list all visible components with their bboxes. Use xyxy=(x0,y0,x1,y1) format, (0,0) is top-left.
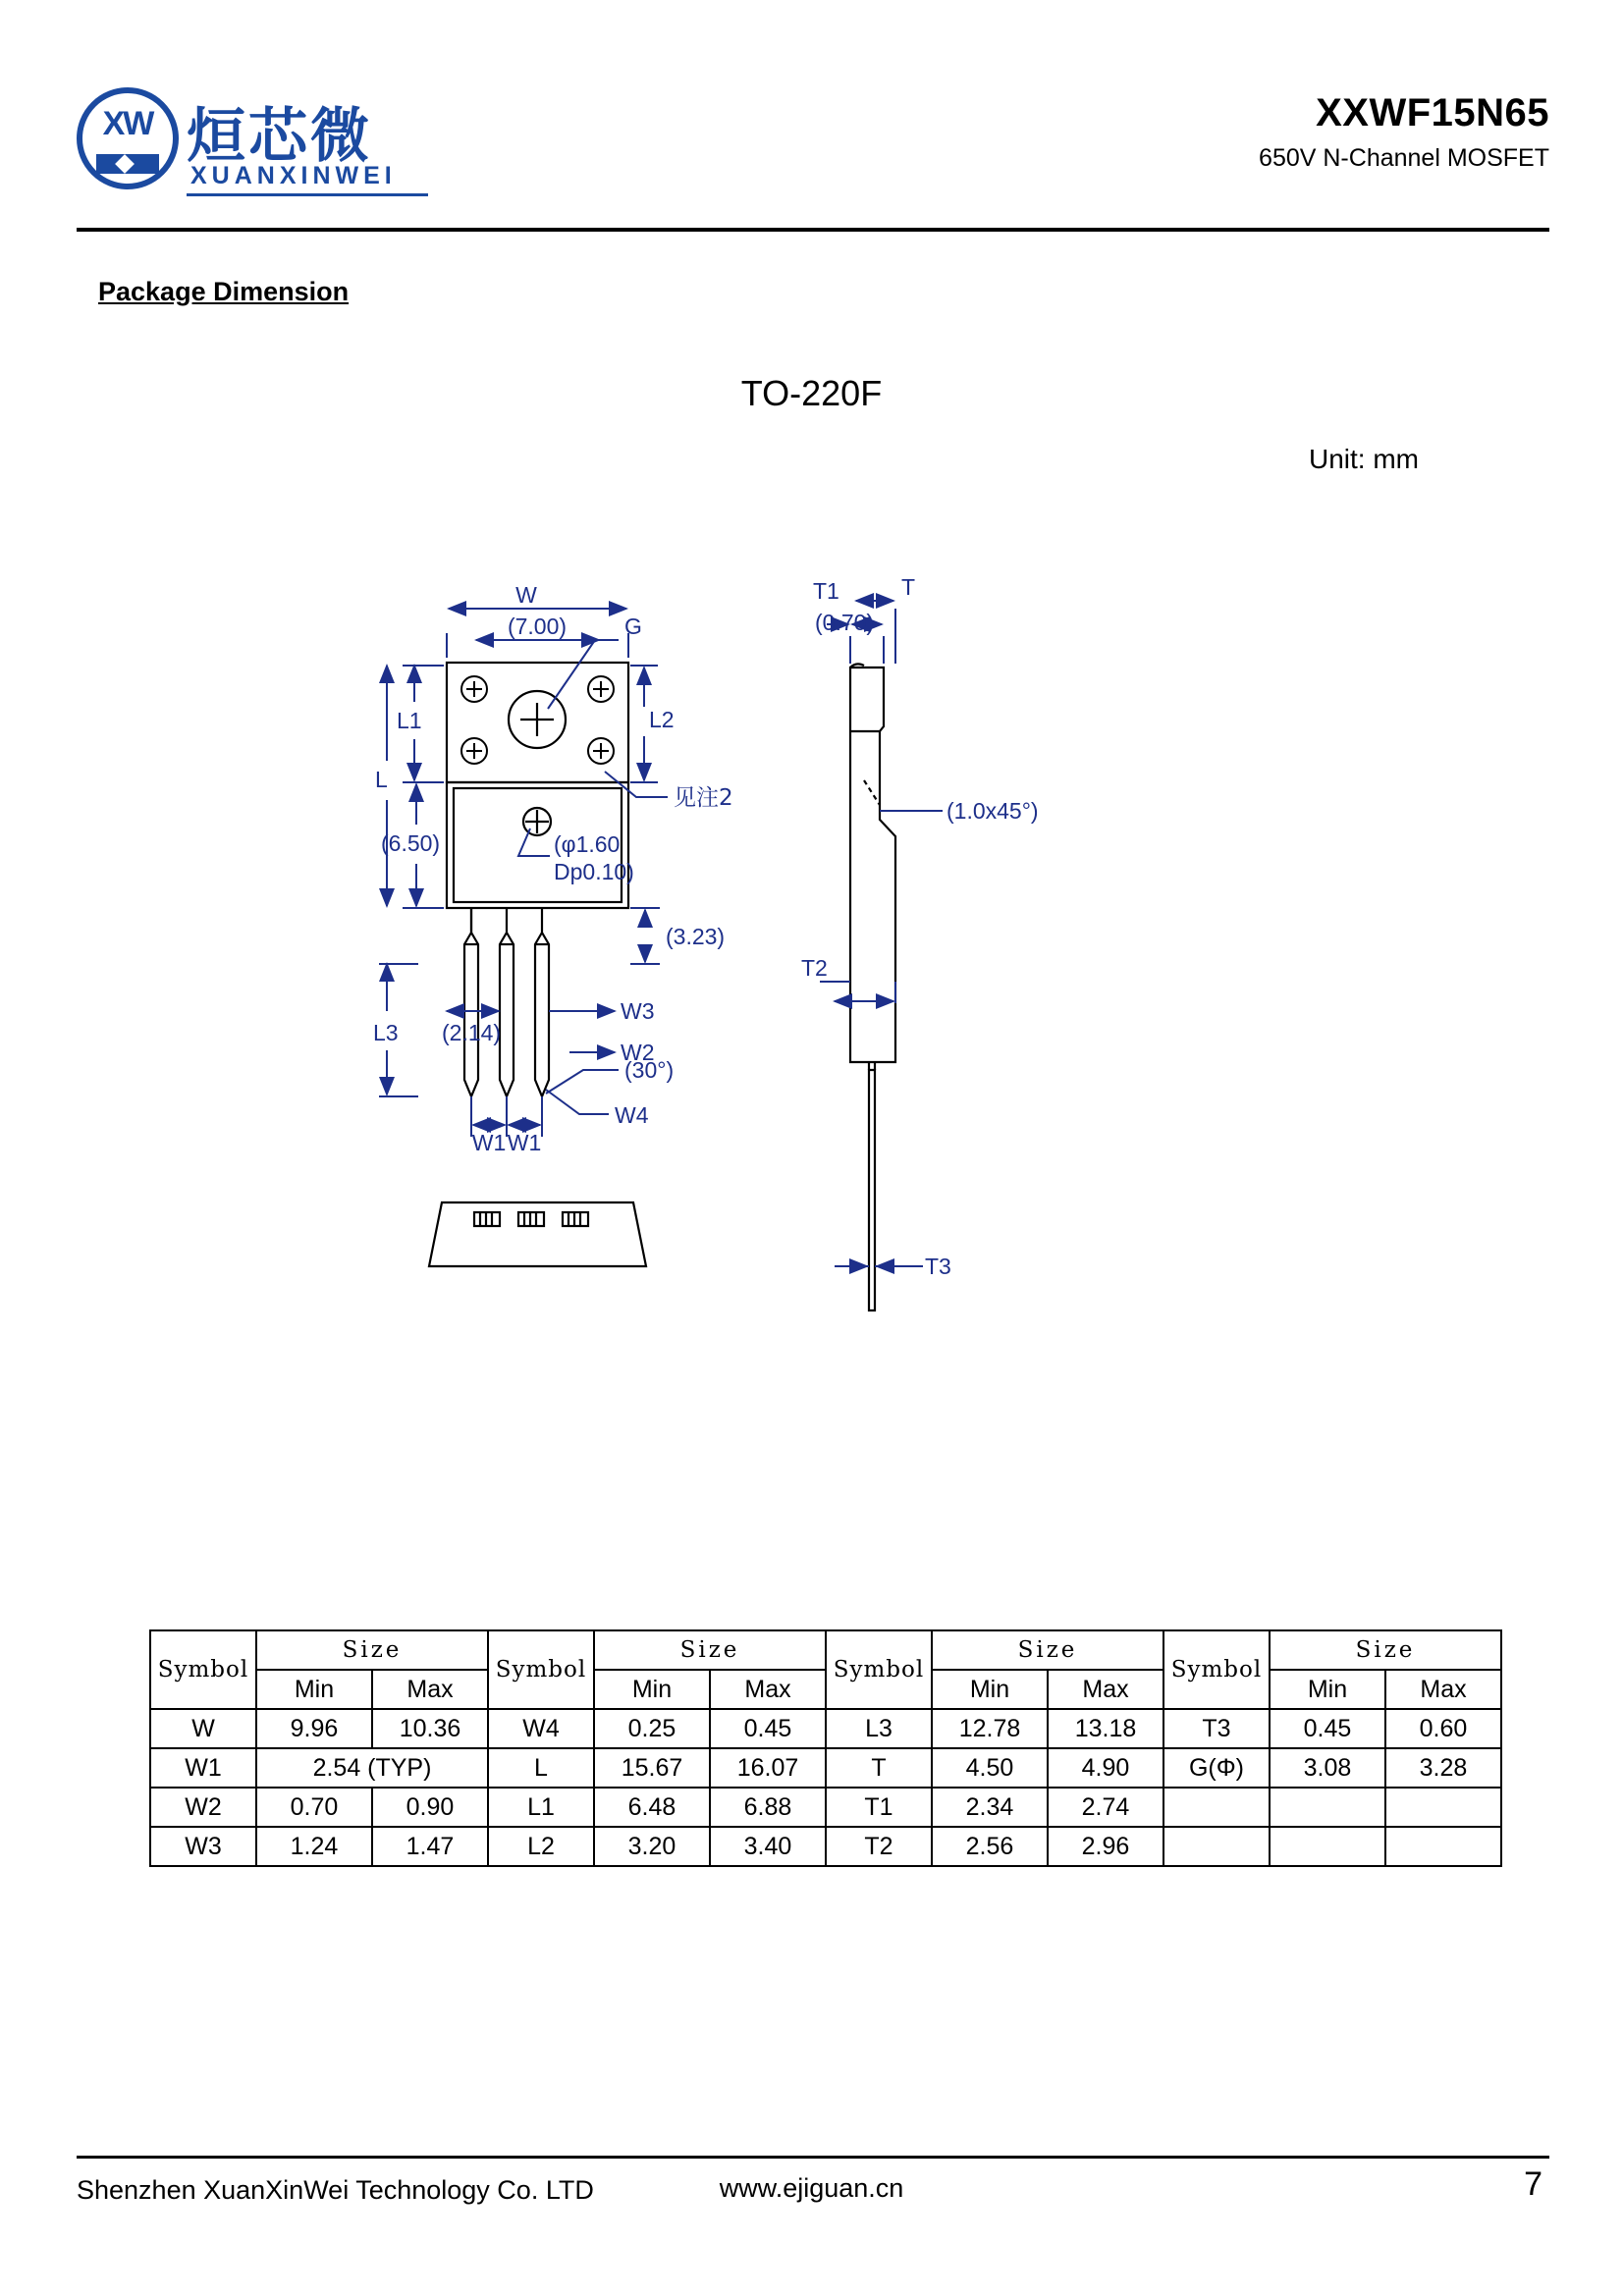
cell-max: 4.90 xyxy=(1048,1748,1163,1788)
cell-min: 3.08 xyxy=(1270,1748,1385,1788)
label-pin-pitch: (3.23) xyxy=(666,924,726,949)
cell-symbol: T1 xyxy=(826,1788,932,1827)
label-chamfer: (1.0x45°) xyxy=(947,798,1039,824)
cell-symbol: T3 xyxy=(1163,1709,1270,1748)
cell-min: 0.45 xyxy=(1270,1709,1385,1748)
cell-min: 15.67 xyxy=(594,1748,710,1788)
header-max-3: Max xyxy=(1048,1670,1163,1709)
footer-website: www.ejiguan.cn xyxy=(719,2173,904,2203)
unit-note: Unit: mm xyxy=(1309,444,1419,474)
header-symbol-3: Symbol xyxy=(826,1630,932,1709)
cell-min: 0.25 xyxy=(594,1709,710,1748)
table-row xyxy=(150,1748,1501,1788)
table-header-row-1 xyxy=(150,1630,1501,1670)
cell-symbol: L1 xyxy=(488,1788,594,1827)
footer-company: Shenzhen XuanXinWei Technology Co. LTD xyxy=(77,2175,594,2205)
cell-max: 0.90 xyxy=(372,1788,488,1827)
page-header xyxy=(77,83,1549,216)
cell-min: 6.48 xyxy=(594,1788,710,1827)
cell-max: 6.88 xyxy=(710,1788,826,1827)
footer-divider xyxy=(77,2156,1549,2159)
cell-symbol: L2 xyxy=(488,1827,594,1866)
label-hole-depth: Dp0.10) xyxy=(554,859,634,884)
label-l: L xyxy=(375,767,388,792)
header-min-1: Min xyxy=(256,1670,372,1709)
cell-max: 3.40 xyxy=(710,1827,826,1866)
cell-max: 16.07 xyxy=(710,1748,826,1788)
header-symbol-4: Symbol xyxy=(1163,1630,1270,1709)
label-w2: W2 xyxy=(621,1040,655,1065)
label-t: T xyxy=(901,579,916,600)
cell-max: 10.36 xyxy=(372,1709,488,1748)
label-w3: W3 xyxy=(621,998,655,1024)
cell-max: 13.18 xyxy=(1048,1709,1163,1748)
cell-max: 2.96 xyxy=(1048,1827,1163,1866)
section-title: Package Dimension xyxy=(98,277,350,306)
logo-circle-icon xyxy=(77,87,179,189)
cell-symbol: W1 xyxy=(150,1748,256,1788)
table-row xyxy=(150,1827,1501,1866)
cell-max: 0.45 xyxy=(710,1709,826,1748)
package-drawing xyxy=(373,579,1257,1561)
label-t1: T1 xyxy=(813,579,839,604)
cell-max: 3.28 xyxy=(1385,1748,1501,1788)
header-min-2: Min xyxy=(594,1670,710,1709)
cell-symbol: W3 xyxy=(150,1827,256,1866)
cell-min xyxy=(1270,1788,1385,1827)
dimension-table xyxy=(149,1629,1502,1867)
package-name: TO-220F xyxy=(740,373,883,413)
cell-symbol xyxy=(1163,1827,1270,1866)
header-max-2: Max xyxy=(710,1670,826,1709)
header-max-1: Max xyxy=(372,1670,488,1709)
label-t2: T2 xyxy=(801,955,828,981)
cell-min: 9.96 xyxy=(256,1709,372,1748)
cell-max xyxy=(1385,1788,1501,1827)
cell-min: 0.70 xyxy=(256,1788,372,1827)
cell-symbol: W xyxy=(150,1709,256,1748)
cell-max: 2.74 xyxy=(1048,1788,1163,1827)
label-note2: 见注2 xyxy=(674,785,733,811)
header-size-2: Size xyxy=(594,1630,826,1670)
header-min-3: Min xyxy=(932,1670,1048,1709)
label-w1-b: W1 xyxy=(507,1130,542,1155)
cell-symbol xyxy=(1163,1788,1270,1827)
cell-span-value: 2.54 (TYP) xyxy=(256,1748,488,1788)
footer-page-number: 7 xyxy=(1524,2165,1542,2203)
label-w: W xyxy=(515,582,537,608)
cell-min: 2.34 xyxy=(932,1788,1048,1827)
cell-max xyxy=(1385,1827,1501,1866)
header-size-1: Size xyxy=(256,1630,488,1670)
company-logo xyxy=(77,83,430,206)
header-symbol-2: Symbol xyxy=(488,1630,594,1709)
label-l2: L2 xyxy=(649,707,675,732)
cell-max: 0.60 xyxy=(1385,1709,1501,1748)
header-symbol-1: Symbol xyxy=(150,1630,256,1709)
label-w4: W4 xyxy=(615,1102,649,1128)
cell-symbol: W4 xyxy=(488,1709,594,1748)
table-row xyxy=(150,1788,1501,1827)
label-l-typ: (6.50) xyxy=(381,830,441,856)
part-number: XXWF15N65 xyxy=(1316,91,1549,134)
cell-min: 2.56 xyxy=(932,1827,1048,1866)
table-row xyxy=(150,1709,1501,1748)
logo-chinese-name: 烜芯微 xyxy=(187,102,372,171)
label-t3: T3 xyxy=(925,1254,951,1279)
cell-min: 12.78 xyxy=(932,1709,1048,1748)
cell-max: 1.47 xyxy=(372,1827,488,1866)
cell-min: 1.24 xyxy=(256,1827,372,1866)
label-lead-x: (2.14) xyxy=(442,1020,502,1045)
cell-min xyxy=(1270,1827,1385,1866)
label-hole-dia: (φ1.60 xyxy=(554,831,621,857)
cell-symbol: T xyxy=(826,1748,932,1788)
logo-bar-icon xyxy=(96,154,159,174)
logo-mark-text: XW xyxy=(102,105,153,142)
label-g: G xyxy=(624,614,642,639)
part-subtitle: 650V N-Channel MOSFET xyxy=(1259,144,1549,172)
logo-underline xyxy=(187,193,428,196)
logo-english-name: XUANXINWEI xyxy=(190,162,397,189)
label-l3: L3 xyxy=(373,1020,399,1045)
header-max-4: Max xyxy=(1385,1670,1501,1709)
header-min-4: Min xyxy=(1270,1670,1385,1709)
header-divider xyxy=(77,228,1549,232)
label-angle30: (30°) xyxy=(624,1057,675,1083)
cell-symbol: L xyxy=(488,1748,594,1788)
header-size-4: Size xyxy=(1270,1630,1501,1670)
label-w-typ: (7.00) xyxy=(507,614,568,639)
cell-symbol: L3 xyxy=(826,1709,932,1748)
label-w1-a: W1 xyxy=(471,1130,507,1155)
cell-symbol: W2 xyxy=(150,1788,256,1827)
label-l1: L1 xyxy=(397,708,422,733)
cell-symbol: T2 xyxy=(826,1827,932,1866)
cell-symbol: G(Φ) xyxy=(1163,1748,1270,1788)
cell-min: 4.50 xyxy=(932,1748,1048,1788)
cell-min: 3.20 xyxy=(594,1827,710,1866)
header-size-3: Size xyxy=(932,1630,1163,1670)
label-t1-typ: (0.70) xyxy=(815,610,875,635)
